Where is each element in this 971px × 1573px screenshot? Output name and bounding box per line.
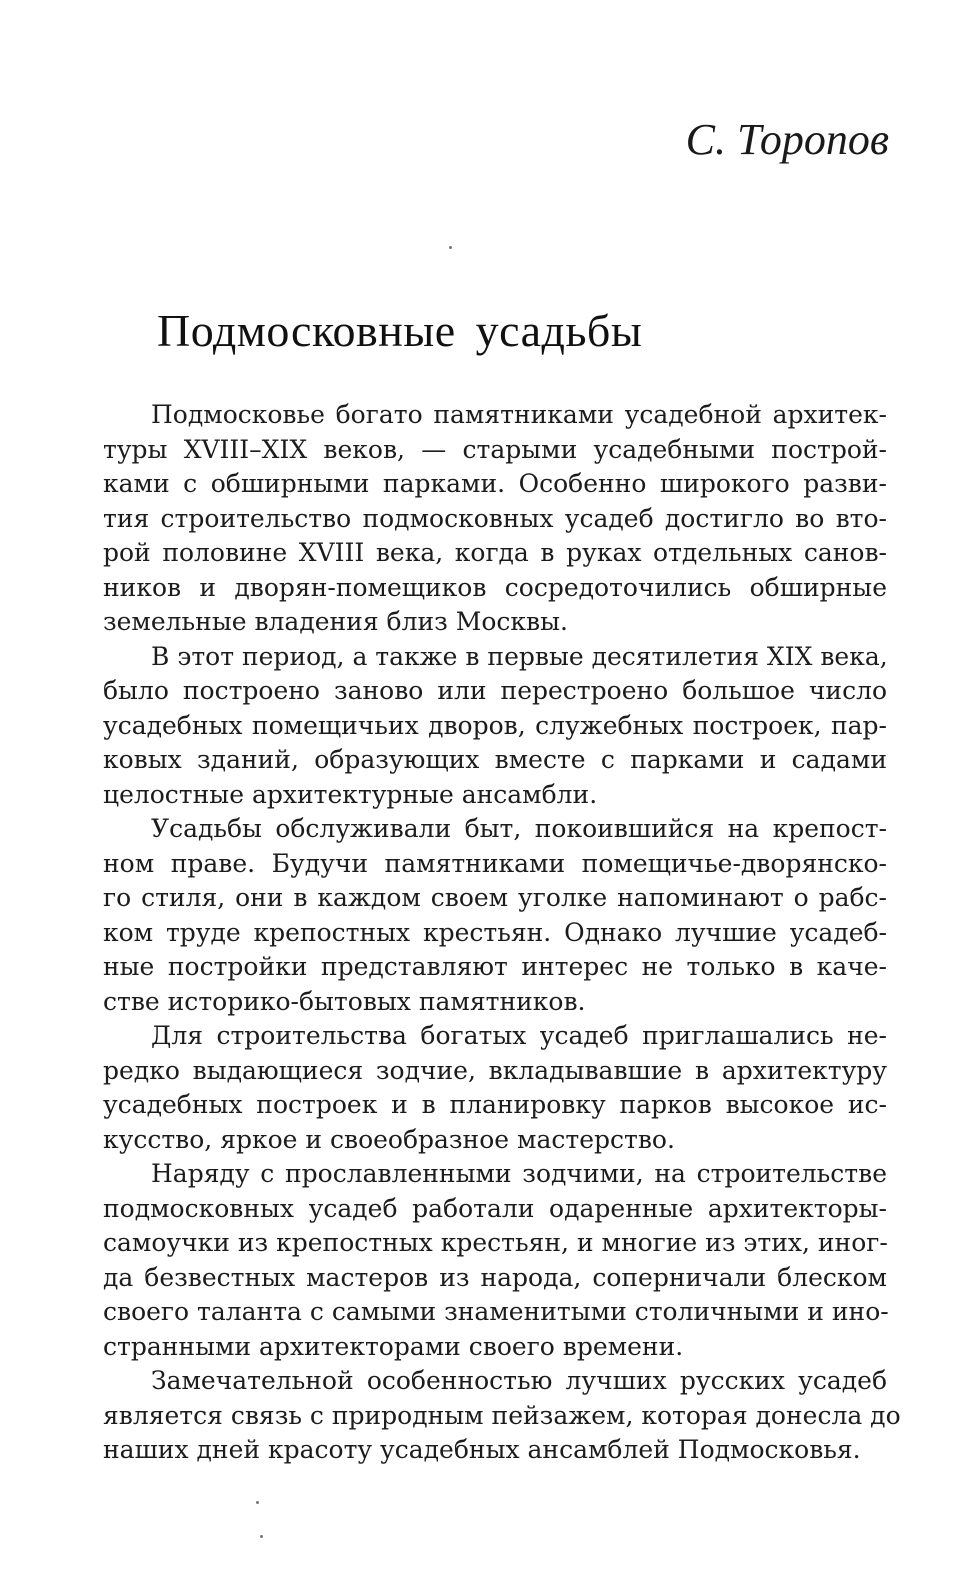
text-line: рой половине XVIII века, когда в руках отдельных санов- — [103, 538, 887, 567]
scan-speck — [449, 246, 452, 249]
article-body — [103, 398, 901, 1468]
author-name: С. Торопов — [685, 115, 889, 164]
text-line: го стиля, они в каждом своем уголке напоминают о рабс- — [103, 883, 887, 912]
text-line: Подмосковье богато памятниками усадебной архитек- — [151, 400, 887, 429]
paragraph — [103, 1019, 887, 1157]
text-line: ковых зданий, образующих вместе с парками и садами — [103, 745, 887, 774]
text-line: да безвестных мастеров из народа, соперничали блеском — [103, 1262, 887, 1292]
text-line: ные постройки представляют интерес не только в каче- — [103, 952, 887, 981]
text-line: самоучки из крепостных крестьян, и многие из этих, иног- — [103, 1228, 888, 1257]
text-line: туры XVIII–XIX веков, — старыми усадебными построй- — [103, 434, 887, 464]
text-line: ников и дворян-помещиков сосредоточились обширные — [103, 572, 887, 602]
text-line: странными архитекторами своего времени. — [103, 1331, 684, 1361]
text-line: земельные владения близ Москвы. — [103, 607, 568, 636]
paragraph — [103, 1157, 887, 1364]
text-line: стве историко-бытовых памятников. — [103, 986, 586, 1016]
text-line: является связь с природным пейзажем, которая донесла до — [103, 1400, 901, 1430]
text-line: Для строительства богатых усадеб приглашались не- — [151, 1021, 887, 1050]
text-line: ками с обширными парками. Особенно широкого разви- — [103, 469, 887, 498]
text-line: усадебных помещичьих дворов, служебных построек, пар- — [103, 710, 887, 740]
scan-speck — [256, 1501, 259, 1504]
text-line: ном праве. Будучи памятниками помещичье-дворянско- — [103, 848, 887, 878]
text-line: Усадьбы обслуживали быт, покоившийся на крепост- — [151, 814, 887, 843]
text-line: В этот период, а также в первые десятилетия XIX века, — [151, 641, 888, 671]
text-line: усадебных построек и в планировку парков высокое ис- — [103, 1090, 887, 1119]
text-line: своего таланта с самыми знаменитыми столичными и ино- — [103, 1297, 889, 1326]
article-title: Подмосковные усадьбы — [157, 305, 643, 356]
text-line: кусство, яркое и своеобразное мастерство. — [103, 1124, 675, 1154]
paragraph — [103, 812, 887, 1019]
text-line: редко выдающиеся зодчие, вкладывавшие в архитектуру — [103, 1055, 887, 1085]
paragraph — [103, 1364, 901, 1468]
paragraph — [103, 398, 887, 640]
text-line: целостные архитектурные ансамбли. — [103, 779, 598, 809]
text-line: подмосковных усадеб работали одаренные архитекторы- — [103, 1193, 887, 1223]
scan-speck — [260, 1535, 263, 1538]
text-line: Наряду с прославленными зодчими, на строительстве — [151, 1159, 887, 1188]
text-line: Замечательной особенностью лучших русских усадеб — [151, 1366, 887, 1395]
text-line: было построено заново или перестроено большое число — [103, 676, 887, 705]
text-line: наших дней красоту усадебных ансамблей Подмосковья. — [103, 1435, 861, 1464]
text-line: тия строительство подмосковных усадеб достигло во вто- — [103, 503, 887, 533]
paragraph — [103, 640, 887, 813]
text-line: ком труде крепостных крестьян. Однако лучшие усадеб- — [103, 917, 887, 947]
